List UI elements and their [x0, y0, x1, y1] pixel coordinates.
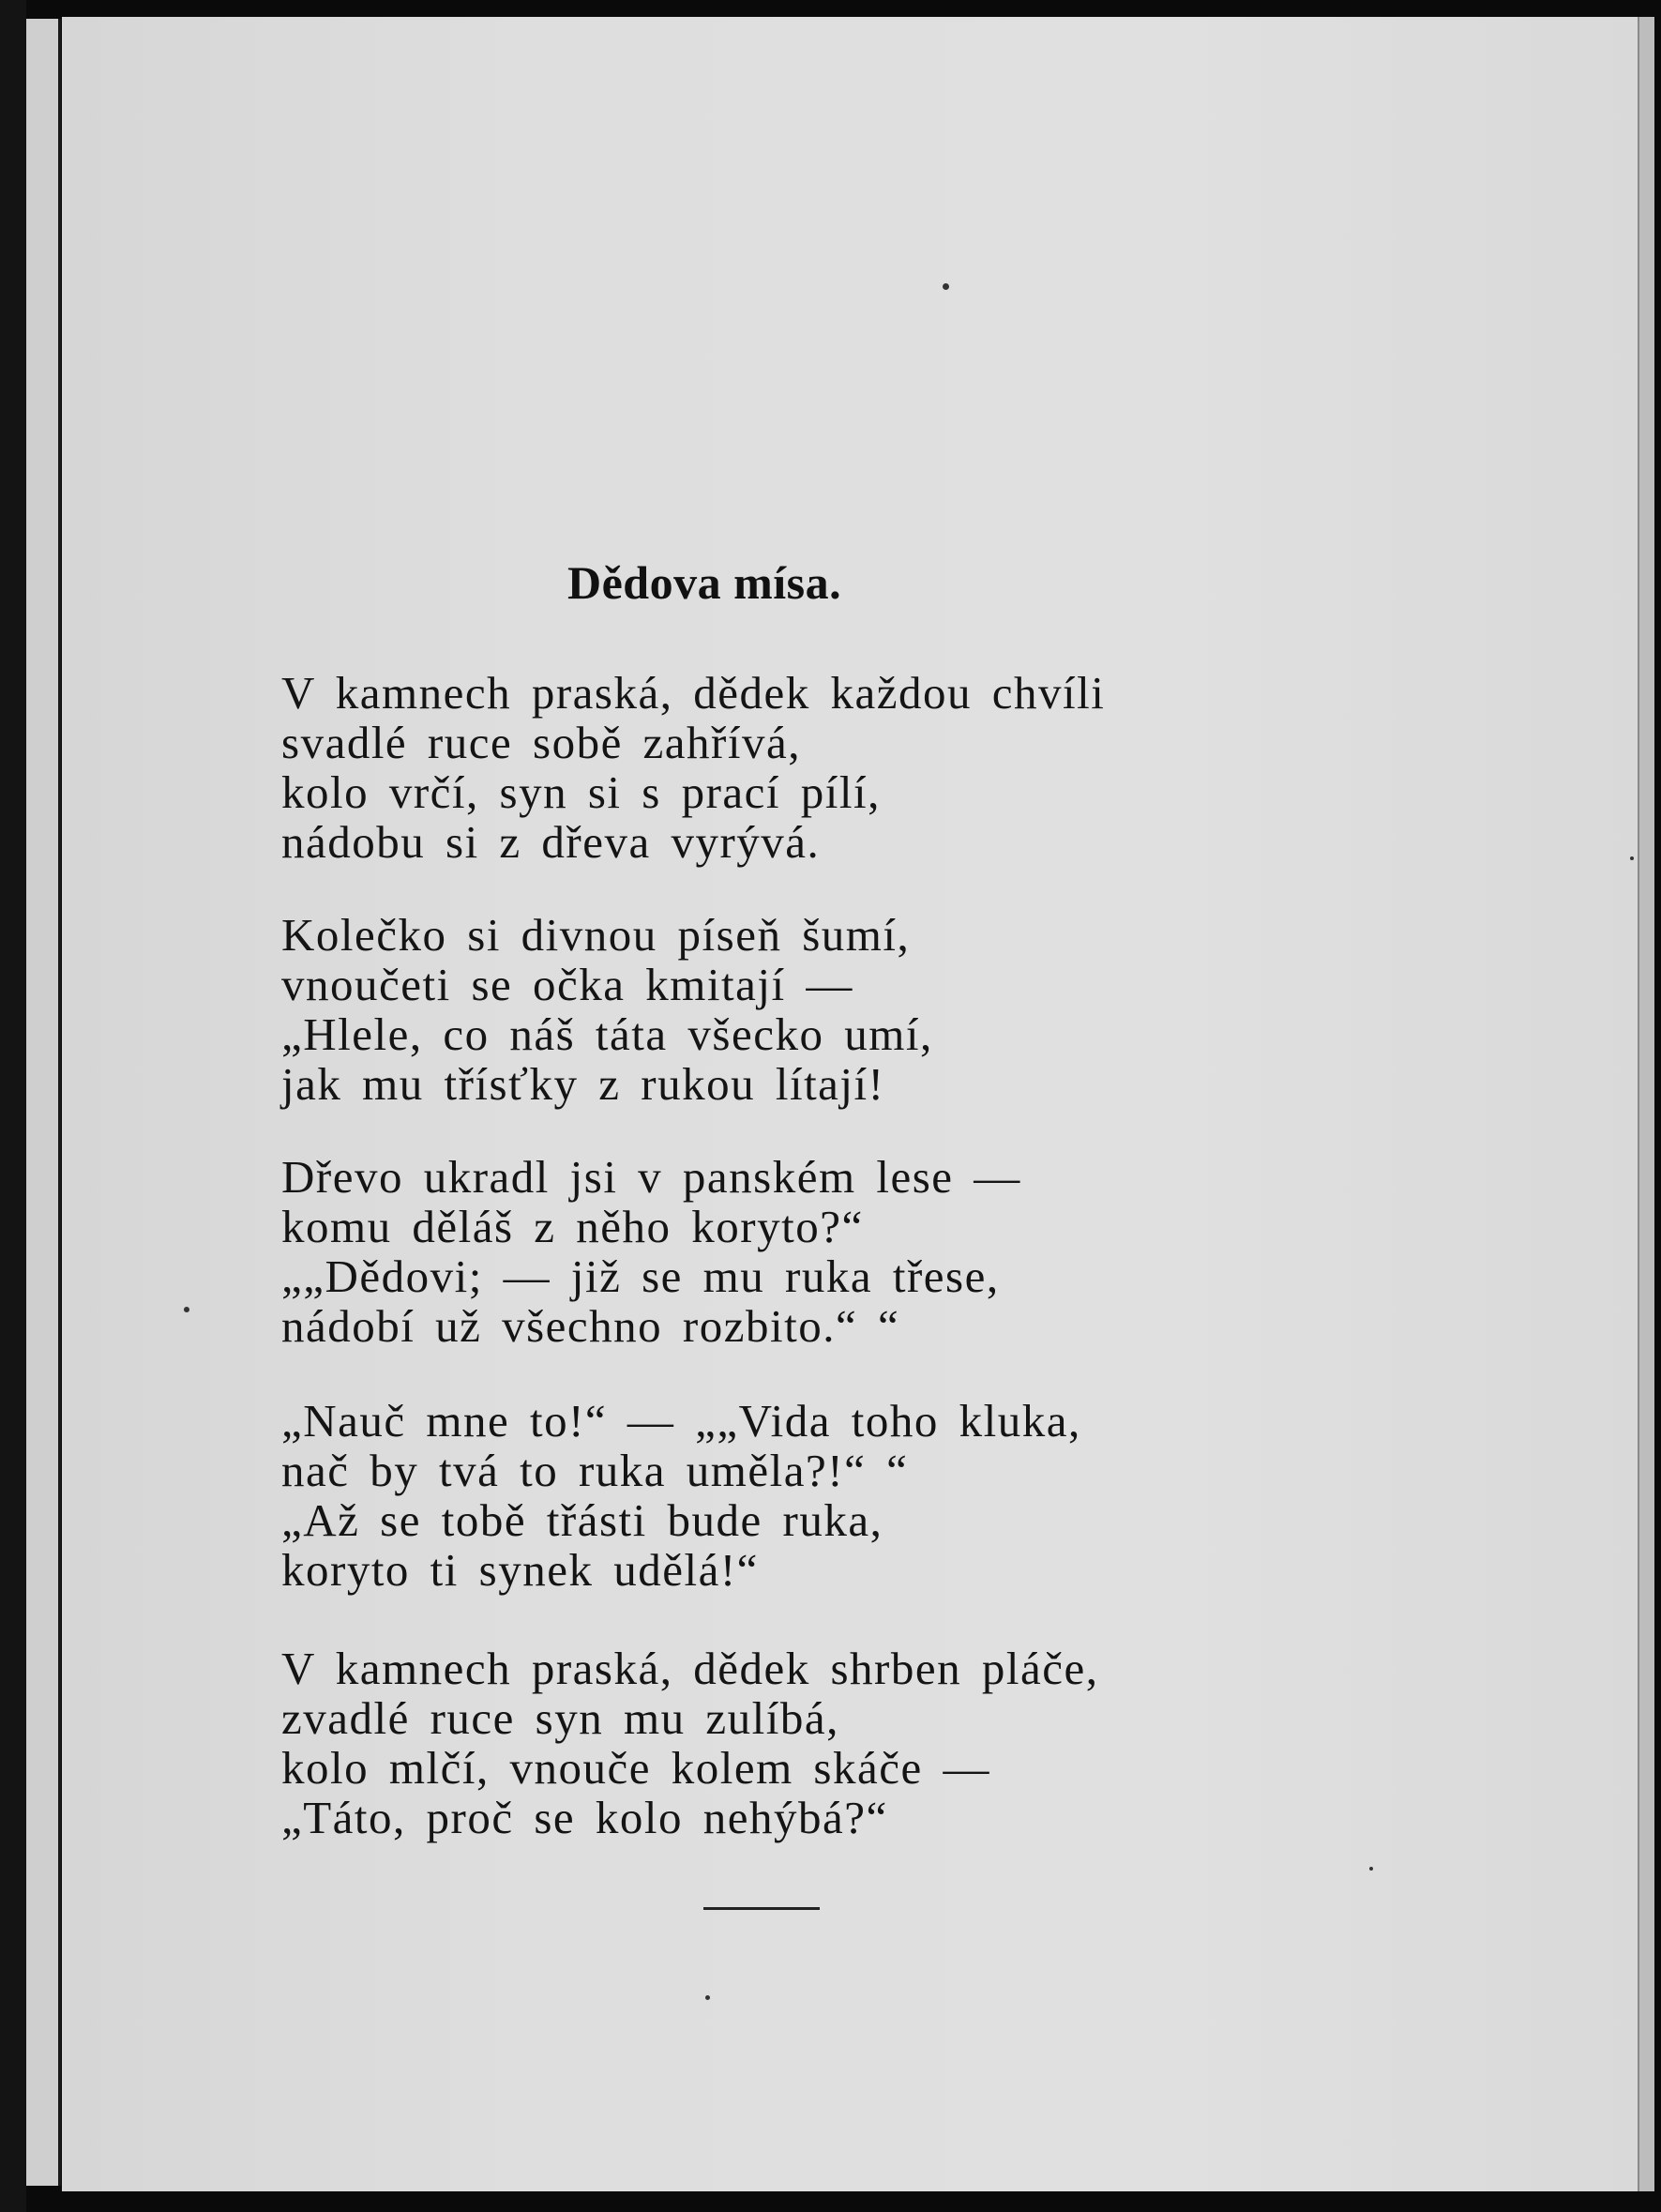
facing-page-edge — [26, 19, 61, 2186]
stanza-2 — [281, 910, 933, 1109]
stanza-1 — [281, 668, 1105, 867]
poem-line: kolo vrčí, syn si s prací pílí, — [281, 766, 881, 818]
stanza-3 — [281, 1152, 1021, 1351]
page-edge-right — [1638, 17, 1654, 2191]
poem-line: V kamnech praská, dědek shrben pláče, — [281, 1643, 1099, 1694]
dust-speck — [1369, 1867, 1373, 1871]
scan-border-left — [0, 0, 26, 2212]
dust-speck — [184, 1307, 189, 1312]
poem-line: Kolečko si divnou píseň šumí, — [281, 909, 911, 961]
dust-speck — [1630, 856, 1634, 860]
poem-line: Dřevo ukradl jsi v panském lese — — [281, 1151, 1021, 1203]
end-rule — [703, 1907, 820, 1910]
poem-line: nač by tvá to ruka uměla?!“ “ — [281, 1445, 909, 1496]
poem-line: „Táto, proč se kolo nehýbá?“ — [281, 1792, 888, 1843]
poem-line: jak mu třísťky z rukou lítají! — [281, 1058, 885, 1110]
poem-line: „Nauč mne to!“ — „„Vida toho kluka, — [281, 1395, 1081, 1447]
poem-line: nádobu si z dřeva vyrývá. — [281, 816, 821, 868]
poem-line: „„Dědovi; — již se mu ruka třese, — [281, 1250, 1000, 1302]
stanza-4 — [281, 1396, 1081, 1595]
poem-line: „Hlele, co náš táta všecko umí, — [281, 1008, 933, 1060]
poem-line: vnoučeti se očka kmitají — — [281, 959, 853, 1010]
poem-line: zvadlé ruce syn mu zulíbá, — [281, 1692, 839, 1744]
stanza-5 — [281, 1644, 1099, 1842]
poem-line: komu děláš z něho koryto?“ — [281, 1201, 864, 1252]
dust-speck — [705, 1995, 710, 2000]
poem-title: Dědova mísa. — [567, 556, 842, 609]
poem-line: svadlé ruce sobě zahřívá, — [281, 717, 801, 768]
poem-line: koryto ti synek udělá!“ — [281, 1544, 759, 1596]
poem-line: V kamnech praská, dědek každou chvíli — [281, 667, 1106, 719]
poem-line: „Až se tobě třásti bude ruka, — [281, 1494, 883, 1546]
dust-speck — [943, 283, 949, 290]
poem-line: kolo mlčí, vnouče kolem skáče — — [281, 1742, 990, 1794]
poem-line: nádobí už všechno rozbito.“ “ — [281, 1300, 900, 1352]
